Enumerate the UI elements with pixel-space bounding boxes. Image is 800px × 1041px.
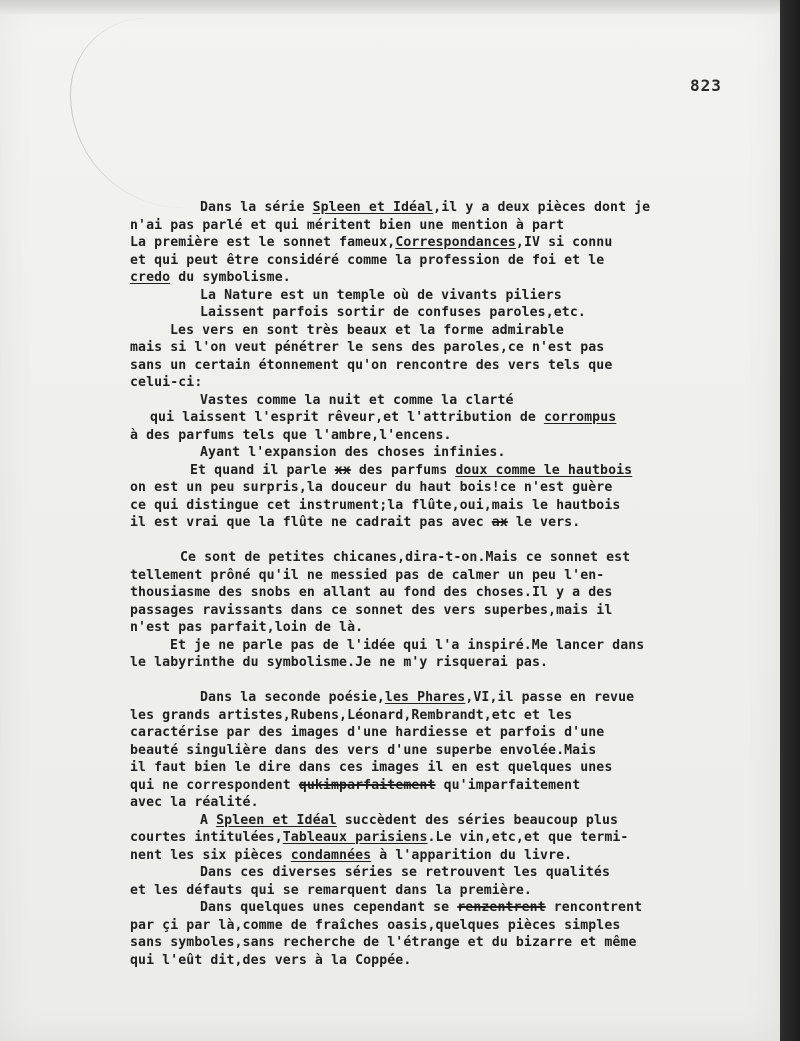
text-segment: et les défauts qui se remarquent dans la première. (130, 882, 532, 898)
text-segment: tellement prôné qu'il ne messied pas de calmer un peu l'en- (130, 567, 605, 583)
text-segment: le vers. (507, 515, 581, 530)
text-segment: les grands artistes,Rubens,Léonard,Rembrandt,etc et les (130, 707, 573, 723)
text-line (130, 917, 770, 935)
text-line (130, 444, 770, 462)
struck-text: ax (491, 515, 508, 530)
text-line (130, 777, 770, 795)
text-segment: courtes intitulées, (130, 830, 283, 845)
text-line (130, 724, 770, 742)
text-line (130, 654, 770, 672)
text-segment: des parfums (350, 462, 456, 478)
text-segment: Dans la série (200, 200, 313, 215)
text-segment: A (200, 812, 217, 828)
text-segment: Et quand il parle (190, 462, 335, 478)
underlined-text: corrompus (543, 410, 617, 425)
text-segment: le labyrinthe du symbolisme.Je ne m'y risquerai pas. (130, 655, 549, 670)
text-segment: qui laissent l'esprit rêveur,et l'attribution de (150, 410, 544, 425)
text-segment: n'ai pas parlé et qui méritent bien une mention à part (130, 217, 565, 233)
text-segment: ,VI,il passe en revue (465, 690, 635, 705)
underlined-text: doux comme le hautbois (455, 462, 633, 478)
text-line (130, 269, 770, 287)
text-line (130, 252, 770, 270)
page-number: 823 (690, 76, 722, 95)
text-segment: il faut bien le dire dans ces images il en est quelques unes (130, 760, 613, 775)
text-line (130, 934, 770, 952)
underlined-text: Spleen et Idéal (216, 812, 337, 828)
text-line (130, 812, 770, 830)
text-line (130, 217, 770, 235)
text-line (130, 479, 770, 497)
text-segment: ce qui distingue cet instrument;la flûte,oui,mais le hautbois (130, 497, 621, 513)
paper-crease (70, 18, 231, 208)
text-line (130, 619, 770, 637)
text-segment: sans un certain étonnement qu'on rencontre des vers tels que (130, 357, 613, 373)
text-line (130, 357, 770, 375)
text-segment: .Le vin,etc,et que termi- (427, 830, 629, 845)
text-line (130, 199, 770, 217)
text-line (130, 462, 770, 480)
text-line (130, 392, 770, 410)
text-line (130, 549, 770, 567)
text-segment: Vastes comme la nuit et comme la clarté (200, 392, 514, 408)
text-segment: beauté singulière dans des vers d'une superbe envolée.Mais (130, 742, 597, 758)
text-segment: thousiasme des snobs en allant au fond des choses.Il y a des (130, 585, 613, 600)
text-line (130, 287, 770, 305)
blank-line (130, 672, 770, 690)
underlined-text: Correspondances (395, 235, 516, 250)
scan-top-edge (0, 0, 780, 14)
text-segment: à l'apparition du livre. (371, 847, 573, 863)
text-line (130, 567, 770, 585)
text-segment: nent les six pièces (130, 847, 291, 863)
text-line (130, 637, 770, 655)
text-line (130, 689, 770, 707)
underlined-text: credo (130, 270, 171, 285)
text-line (130, 794, 770, 812)
text-segment: Ayant l'expansion des choses infinies. (200, 445, 506, 460)
text-line (130, 409, 770, 427)
text-segment: il est vrai que la flûte ne cadrait pas avec (130, 515, 492, 530)
text-segment: par çi par là,comme de fraîches oasis,quelques pièces simples (130, 917, 621, 933)
text-line (130, 759, 770, 777)
text-segment: à des parfums tels que l'ambre,l'encens. (130, 427, 452, 443)
text-line (130, 952, 770, 970)
body-text (130, 199, 770, 969)
text-segment: qui ne correspondent (130, 777, 299, 793)
text-segment: La Nature est un temple où de vivants piliers (200, 287, 562, 303)
underlined-text: condamnées (290, 847, 372, 863)
text-line (130, 742, 770, 760)
underlined-text: Tableaux parisiens (282, 830, 428, 845)
text-line (130, 234, 770, 252)
text-segment: Laissent parfois sortir de confuses paroles,etc. (200, 305, 586, 320)
text-line (130, 427, 770, 445)
text-segment: et qui peut être considéré comme la profession de foi et le (130, 252, 605, 268)
struck-text: renzentrent (457, 900, 546, 915)
text-line (130, 602, 770, 620)
text-segment: celui-ci: (130, 375, 203, 390)
text-segment: succèdent des séries beaucoup plus (336, 812, 619, 828)
text-segment: mais si l'on veut pénétrer le sens des paroles,ce n'est pas (130, 340, 605, 355)
text-segment: du symbolisme. (170, 270, 291, 285)
struck-text: qukimparfaitement (298, 777, 436, 793)
text-line (130, 339, 770, 357)
text-segment: on est un peu surpris,la douceur du haut bois!ce n'est guère (130, 480, 613, 495)
text-segment: passages ravissants dans ce sonnet des vers superbes,mais il (130, 602, 613, 618)
text-segment: Dans ces diverses séries se retrouvent les qualités (200, 865, 611, 880)
text-line (130, 899, 770, 917)
text-segment: rencontrent (545, 900, 643, 915)
text-line (130, 882, 770, 900)
underlined-text: Spleen et Idéal (312, 200, 434, 215)
text-segment: n'est pas parfait,loin de là. (130, 620, 364, 635)
text-segment: qui l'eût dit,des vers à la Coppée. (130, 952, 412, 968)
text-segment: Dans la seconde poésie, (200, 690, 385, 705)
scan-dark-edge (780, 0, 800, 1041)
text-line (130, 584, 770, 602)
text-line (130, 864, 770, 882)
text-line (130, 707, 770, 725)
blank-line (130, 532, 770, 550)
text-segment: Et je ne parle pas de l'idée qui l'a inspiré.Me lancer dans (170, 637, 645, 653)
text-segment: La première est le sonnet fameux, (130, 235, 396, 250)
text-line (130, 497, 770, 515)
text-segment: Les vers en sont très beaux et la forme admirable (170, 322, 564, 338)
text-segment: avec la réalité. (130, 795, 259, 810)
text-segment: ,il y a deux pièces dont je (433, 200, 651, 215)
text-segment: Dans quelques unes cependant se (200, 900, 458, 915)
struck-text: xx (334, 462, 351, 478)
text-segment: qu'imparfaitement (435, 777, 581, 793)
text-line (130, 514, 770, 532)
text-line (130, 322, 770, 340)
text-segment: ,IV si connu (515, 235, 613, 250)
text-line (130, 304, 770, 322)
text-segment: caractérise par des images d'une hardiesse et parfois d'une (130, 725, 605, 740)
text-line (130, 847, 770, 865)
text-segment: sans symboles,sans recherche de l'étrange et du bizarre et même (130, 935, 637, 950)
text-segment: Ce sont de petites chicanes,dira-t-on.Mais ce sonnet est (180, 550, 631, 565)
underlined-text: les Phares (384, 690, 466, 705)
text-line (130, 829, 770, 847)
text-line (130, 374, 770, 392)
